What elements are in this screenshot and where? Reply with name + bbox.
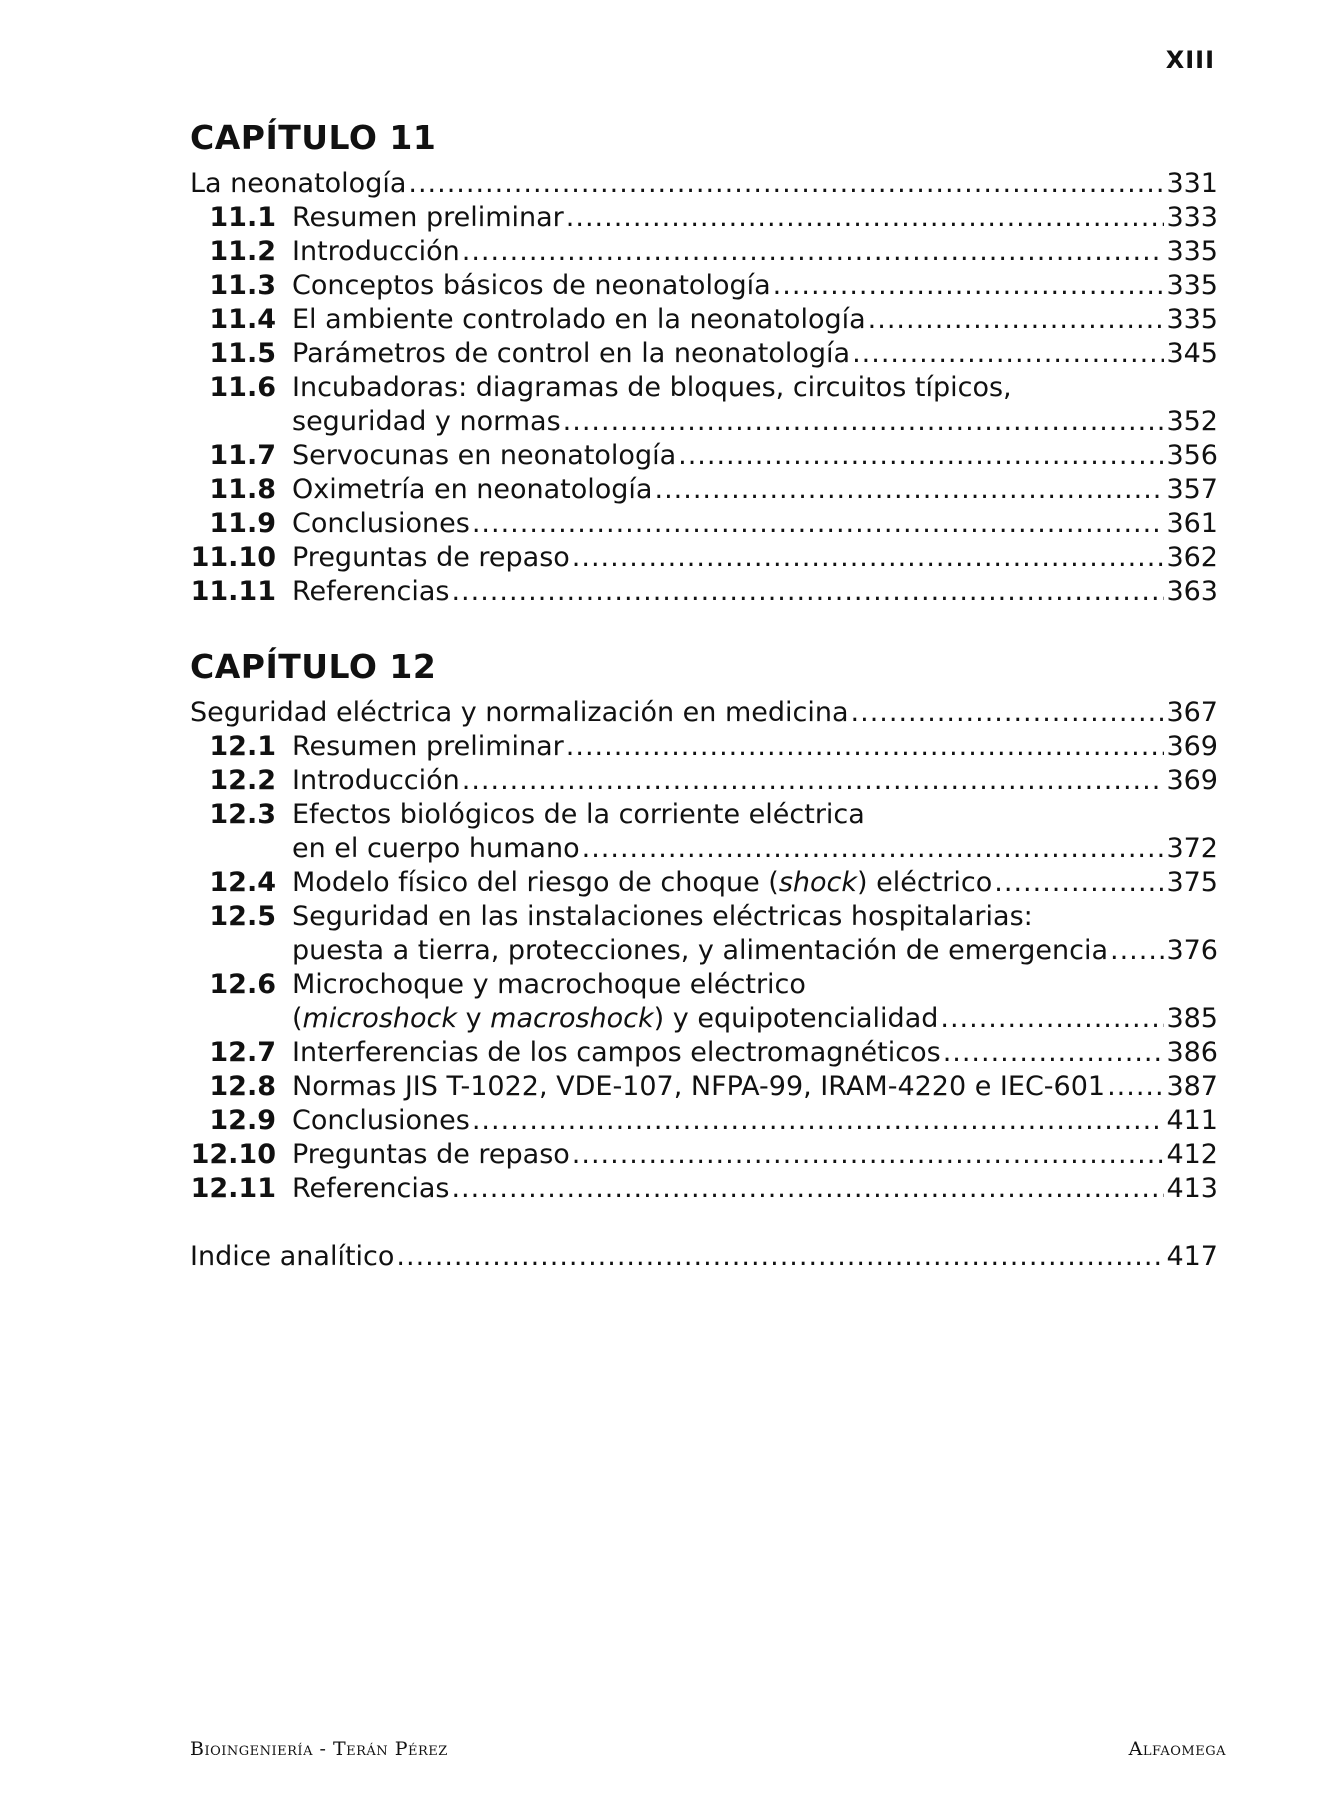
toc-entry-text: La neonatología	[190, 168, 407, 199]
toc-entry-page: 363	[1166, 576, 1218, 607]
toc-entry-12-11[interactable]	[190, 1172, 1218, 1206]
section-number: 11.6	[209, 372, 276, 403]
toc-entry-text: Conceptos básicos de neonatología	[292, 270, 771, 301]
toc-entry-page: 417	[1166, 1241, 1218, 1272]
toc-entry-12-5[interactable]	[190, 900, 1218, 934]
leader-dots	[572, 541, 1165, 575]
toc-entry-text: Servocunas en neonatología	[292, 440, 677, 471]
leader-dots	[773, 269, 1165, 303]
toc-entry-page: 361	[1166, 508, 1218, 539]
toc-entry-text-continued: en el cuerpo humano	[292, 833, 580, 864]
leader-dots	[451, 1172, 1164, 1206]
toc-entry-11-2[interactable]	[190, 235, 1218, 269]
toc-entry-11-6[interactable]	[190, 371, 1218, 405]
toc-entry-text: Efectos biológicos de la corriente eléctrica	[292, 799, 865, 830]
toc-entry-11-4[interactable]	[190, 303, 1218, 337]
section-number: 11.1	[209, 202, 276, 233]
toc-entry-text: Conclusiones	[292, 508, 470, 539]
toc-entry-11-7[interactable]	[190, 439, 1218, 473]
toc-entry-text: Oximetría en neonatología	[292, 474, 653, 505]
italic-term: microshock	[302, 1003, 457, 1034]
toc-entry-page: 335	[1166, 304, 1218, 335]
section-number: 11.11	[190, 576, 276, 607]
toc-entry-page: 385	[1166, 1003, 1218, 1034]
toc-entry-page: 352	[1166, 406, 1218, 437]
section-number: 11.9	[209, 508, 276, 539]
toc-entry-text: Interferencias de los campos electromagnéticos	[292, 1037, 941, 1068]
leader-dots	[563, 405, 1165, 439]
toc-entry-chapter-11[interactable]	[190, 167, 1218, 201]
toc-entry-11-6-continued[interactable]	[190, 405, 1218, 439]
leader-dots	[852, 337, 1164, 371]
italic-term: shock	[778, 867, 858, 898]
toc-entry-page: 375	[1166, 867, 1218, 898]
toc-entry-page: 335	[1166, 270, 1218, 301]
toc-entry-page: 357	[1166, 474, 1218, 505]
section-number: 12.11	[190, 1173, 276, 1204]
toc-entry-page: 411	[1166, 1105, 1218, 1136]
leader-dots	[1107, 1070, 1164, 1104]
footer-publisher: Alfaomega	[1128, 1738, 1226, 1760]
toc-entry-12-6-continued[interactable]	[190, 1002, 1218, 1036]
leader-dots	[654, 473, 1164, 507]
toc-entry-12-4[interactable]	[190, 866, 1218, 900]
toc-entry-page: 367	[1166, 697, 1218, 728]
toc-entry-12-6[interactable]	[190, 968, 1218, 1002]
toc-entry-text: Resumen preliminar	[292, 202, 564, 233]
toc-entry-page: 369	[1166, 731, 1218, 762]
page-number: XIII	[1165, 46, 1215, 74]
toc-entry-text: Referencias	[292, 1173, 450, 1204]
text-part: Modelo físico del riesgo de choque (	[292, 867, 779, 898]
leader-dots	[582, 832, 1165, 866]
section-number: 11.2	[209, 236, 276, 267]
chapter-12-title: CAPÍTULO 12	[190, 647, 437, 686]
section-number: 12.1	[209, 731, 276, 762]
section-number: 12.7	[209, 1037, 276, 1068]
toc-entry-text: Referencias	[292, 576, 450, 607]
toc-entry-text: Introducción	[292, 236, 460, 267]
toc-entry-11-10[interactable]	[190, 541, 1218, 575]
leader-dots	[940, 1002, 1164, 1036]
toc-entry-12-2[interactable]	[190, 764, 1218, 798]
toc-entry-12-3[interactable]	[190, 798, 1218, 832]
leader-dots	[462, 235, 1165, 269]
section-number: 11.3	[209, 270, 276, 301]
toc-entry-page: 372	[1166, 833, 1218, 864]
toc-entry-index[interactable]	[190, 1240, 1218, 1274]
leader-dots	[851, 696, 1165, 730]
text-part: y	[457, 1003, 491, 1034]
toc-entry-12-5-continued[interactable]	[190, 934, 1218, 968]
toc-entry-page: 413	[1166, 1173, 1218, 1204]
section-number: 12.10	[190, 1139, 276, 1170]
toc-entry-text: Indice analítico	[190, 1241, 395, 1272]
leader-dots	[462, 764, 1165, 798]
toc-entry-12-3-continued[interactable]	[190, 832, 1218, 866]
leader-dots	[566, 201, 1165, 235]
toc-entry-chapter-12[interactable]	[190, 696, 1218, 730]
leader-dots	[472, 1104, 1165, 1138]
toc-entry-text: Introducción	[292, 765, 460, 796]
toc-entry-page: 362	[1166, 542, 1218, 573]
section-number: 12.8	[209, 1071, 276, 1102]
section-number: 12.3	[209, 799, 276, 830]
toc-entry-12-1[interactable]	[190, 730, 1218, 764]
toc-entry-page: 335	[1166, 236, 1218, 267]
toc-entry-page: 369	[1166, 765, 1218, 796]
leader-dots	[1110, 934, 1164, 968]
text-part: (	[292, 1003, 303, 1034]
toc-entry-page: 386	[1166, 1037, 1218, 1068]
leader-dots	[408, 167, 1164, 201]
toc-entry-page: 356	[1166, 440, 1218, 471]
leader-dots	[566, 730, 1165, 764]
toc-entry-text: Incubadoras: diagramas de bloques, circuitos típicos,	[292, 372, 1012, 403]
leader-dots	[994, 866, 1164, 900]
toc-entry-page: 331	[1166, 168, 1218, 199]
toc-entry-11-1[interactable]	[190, 201, 1218, 235]
section-number: 12.5	[209, 901, 276, 932]
toc-entry-text: El ambiente controlado en la neonatología	[292, 304, 866, 335]
leader-dots	[678, 439, 1164, 473]
leader-dots	[396, 1240, 1164, 1274]
toc-entry-11-5[interactable]	[190, 337, 1218, 371]
toc-entry-text: Preguntas de repaso	[292, 1139, 570, 1170]
toc-entry-page: 333	[1166, 202, 1218, 233]
section-number: 11.4	[209, 304, 276, 335]
toc-entry-text-continued: puesta a tierra, protecciones, y alimentación de emergencia	[292, 935, 1108, 966]
toc-entry-text-continued: seguridad y normas	[292, 406, 561, 437]
toc-entry-text: Seguridad eléctrica y normalización en medicina	[190, 697, 849, 728]
toc-entry-11-11[interactable]	[190, 575, 1218, 609]
section-number: 12.4	[209, 867, 276, 898]
toc-entry-12-8[interactable]	[190, 1070, 1218, 1104]
toc-entry-11-9[interactable]	[190, 507, 1218, 541]
toc-entry-text: Normas JIS T-1022, VDE-107, NFPA-99, IRAM-4220 e IEC-601	[292, 1071, 1106, 1102]
leader-dots	[472, 507, 1165, 541]
section-number: 12.9	[209, 1105, 276, 1136]
leader-dots	[572, 1138, 1165, 1172]
toc-entry-text-continued	[292, 1002, 938, 1036]
chapter-11-title: CAPÍTULO 11	[190, 118, 437, 157]
toc-entry-11-8[interactable]	[190, 473, 1218, 507]
toc-entry-12-7[interactable]	[190, 1036, 1218, 1070]
toc-entry-12-10[interactable]	[190, 1138, 1218, 1172]
toc-entry-text: Conclusiones	[292, 1105, 470, 1136]
toc-entry-11-3[interactable]	[190, 269, 1218, 303]
toc-entry-page: 376	[1166, 935, 1218, 966]
toc-entry-text: Preguntas de repaso	[292, 542, 570, 573]
leader-dots	[943, 1036, 1165, 1070]
section-number: 11.7	[209, 440, 276, 471]
text-part: ) eléctrico	[857, 867, 993, 898]
table-of-contents	[190, 100, 1218, 1274]
toc-entry-page: 345	[1166, 338, 1218, 369]
section-number: 11.8	[209, 474, 276, 505]
section-number: 12.2	[209, 765, 276, 796]
toc-entry-text: Microchoque y macrochoque eléctrico	[292, 969, 806, 1000]
leader-dots	[868, 303, 1165, 337]
section-number: 11.10	[190, 542, 276, 573]
text-part: ) y equipotencialidad	[653, 1003, 939, 1034]
section-number: 12.6	[209, 969, 276, 1000]
italic-term: macroshock	[490, 1003, 654, 1034]
toc-entry-text: Resumen preliminar	[292, 731, 564, 762]
toc-entry-text: Parámetros de control en la neonatología	[292, 338, 851, 369]
toc-entry-page: 412	[1166, 1139, 1218, 1170]
toc-entry-text	[292, 866, 992, 900]
footer-book-title: Bioingeniería - Terán Pérez	[190, 1738, 448, 1760]
section-number: 11.5	[209, 338, 276, 369]
toc-entry-page: 387	[1166, 1071, 1218, 1102]
leader-dots	[451, 575, 1164, 609]
toc-entry-12-9[interactable]	[190, 1104, 1218, 1138]
toc-entry-text: Seguridad en las instalaciones eléctricas hospitalarias:	[292, 901, 1033, 932]
